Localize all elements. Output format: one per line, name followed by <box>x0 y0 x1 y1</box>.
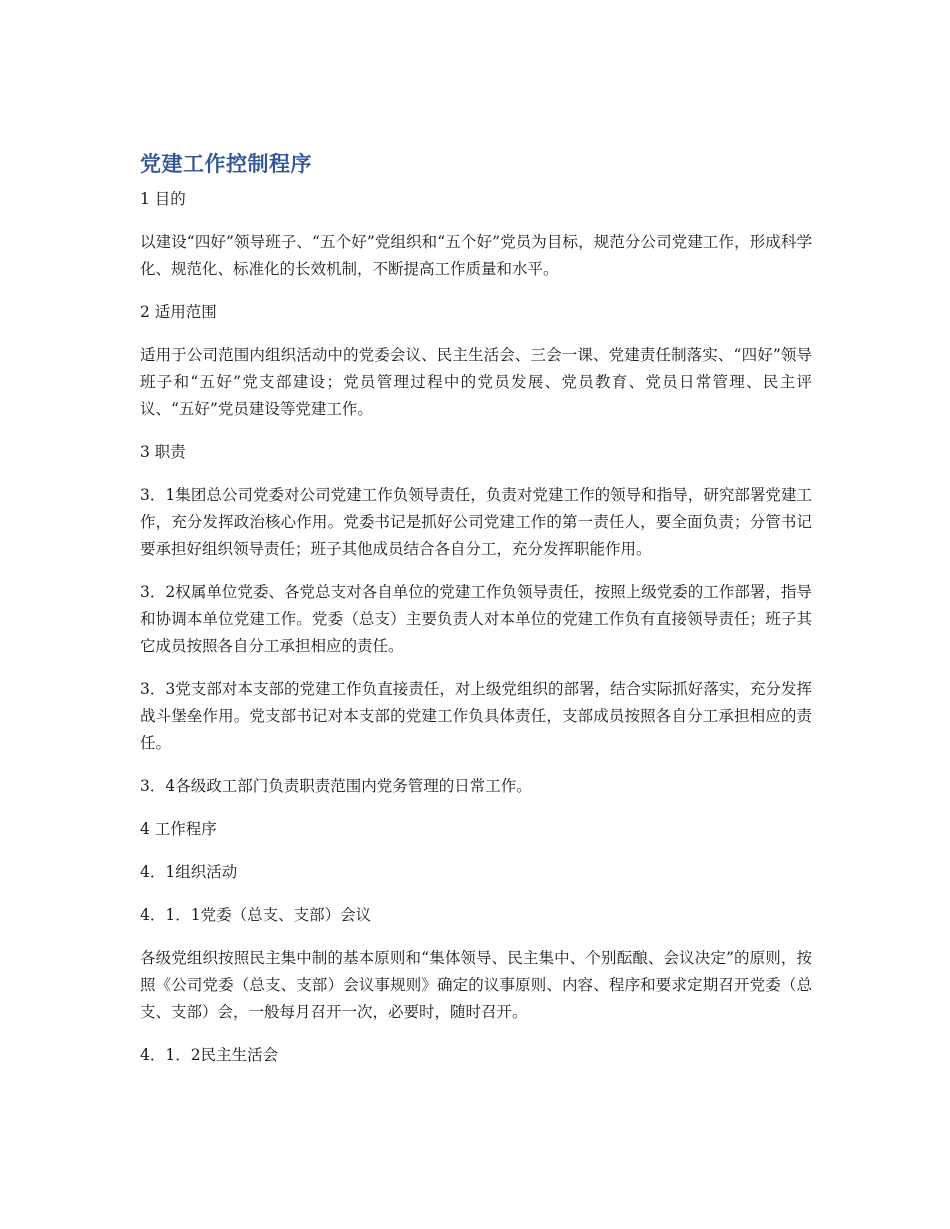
section-heading-purpose: 1 目的 <box>140 190 186 208</box>
paragraph-4-1-1: 各级党组织按照民主集中制的基本原则和“集体领导、民主集中、个别酝酿、会议决定”的原则，按照《公司党委（总支、支部）会议事规则》确定的议事原则、内容、程序和要求定期召开党委（总支、支部）会，一般每月召开一次，必要时，随时召开。 <box>140 949 812 1021</box>
section-heading-procedure: 4 工作程序 <box>140 820 217 838</box>
document-page <box>140 148 812 1085</box>
paragraph-scope: 适用于公司范围内组织活动中的党委会议、民主生活会、三会一课、党建责任制落实、“四好”领导班子和“五好”党支部建设；党员管理过程中的党员发展、党员教育、党员日常管理、民主评议、“五好”党员建设等党建工作。 <box>140 346 812 418</box>
paragraph-responsibility-3-4: 3．4各级政工部门负责职责范围内党务管理的日常工作。 <box>140 777 532 795</box>
section-heading-scope: 2 适用范围 <box>140 303 217 321</box>
paragraph-responsibility-3-3: 3．3党支部对本支部的党建工作负直接责任，对上级党组织的部署，结合实际抓好落实，充分发挥战斗堡垒作用。党支部书记对本支部的党建工作负具体责任，支部成员按照各自分工承担相应的责任。 <box>140 680 812 752</box>
subsection-heading-4-1-2: 4．1．2民主生活会 <box>140 1046 279 1064</box>
paragraph-responsibility-3-2: 3．2权属单位党委、各党总支对各自单位的党建工作负领导责任，按照上级党委的工作部署，指导和协调本单位党建工作。党委（总支）主要负责人对本单位的党建工作负有直接领导责任；班子其它成员按照各自分工承担相应的责任。 <box>140 583 812 655</box>
paragraph-purpose: 以建设“四好”领导班子、“五个好”党组织和“五个好”党员为目标，规范分公司党建工作，形成科学化、规范化、标准化的长效机制，不断提高工作质量和水平。 <box>140 233 812 278</box>
subsection-heading-4-1: 4．1组织活动 <box>140 863 238 881</box>
subsection-heading-4-1-1: 4．1．1党委（总支、支部）会议 <box>140 906 372 924</box>
document-title: 党建工作控制程序 <box>140 152 312 176</box>
section-heading-responsibilities: 3 职责 <box>140 443 186 461</box>
paragraph-responsibility-3-1: 3．1集团总公司党委对公司党建工作负领导责任，负责对党建工作的领导和指导，研究部署党建工作，充分发挥政治核心作用。党委书记是抓好公司党建工作的第一责任人，要全面负责；分管书记要承担好组织领导责任；班子其他成员结合各自分工，充分发挥职能作用。 <box>140 486 812 558</box>
